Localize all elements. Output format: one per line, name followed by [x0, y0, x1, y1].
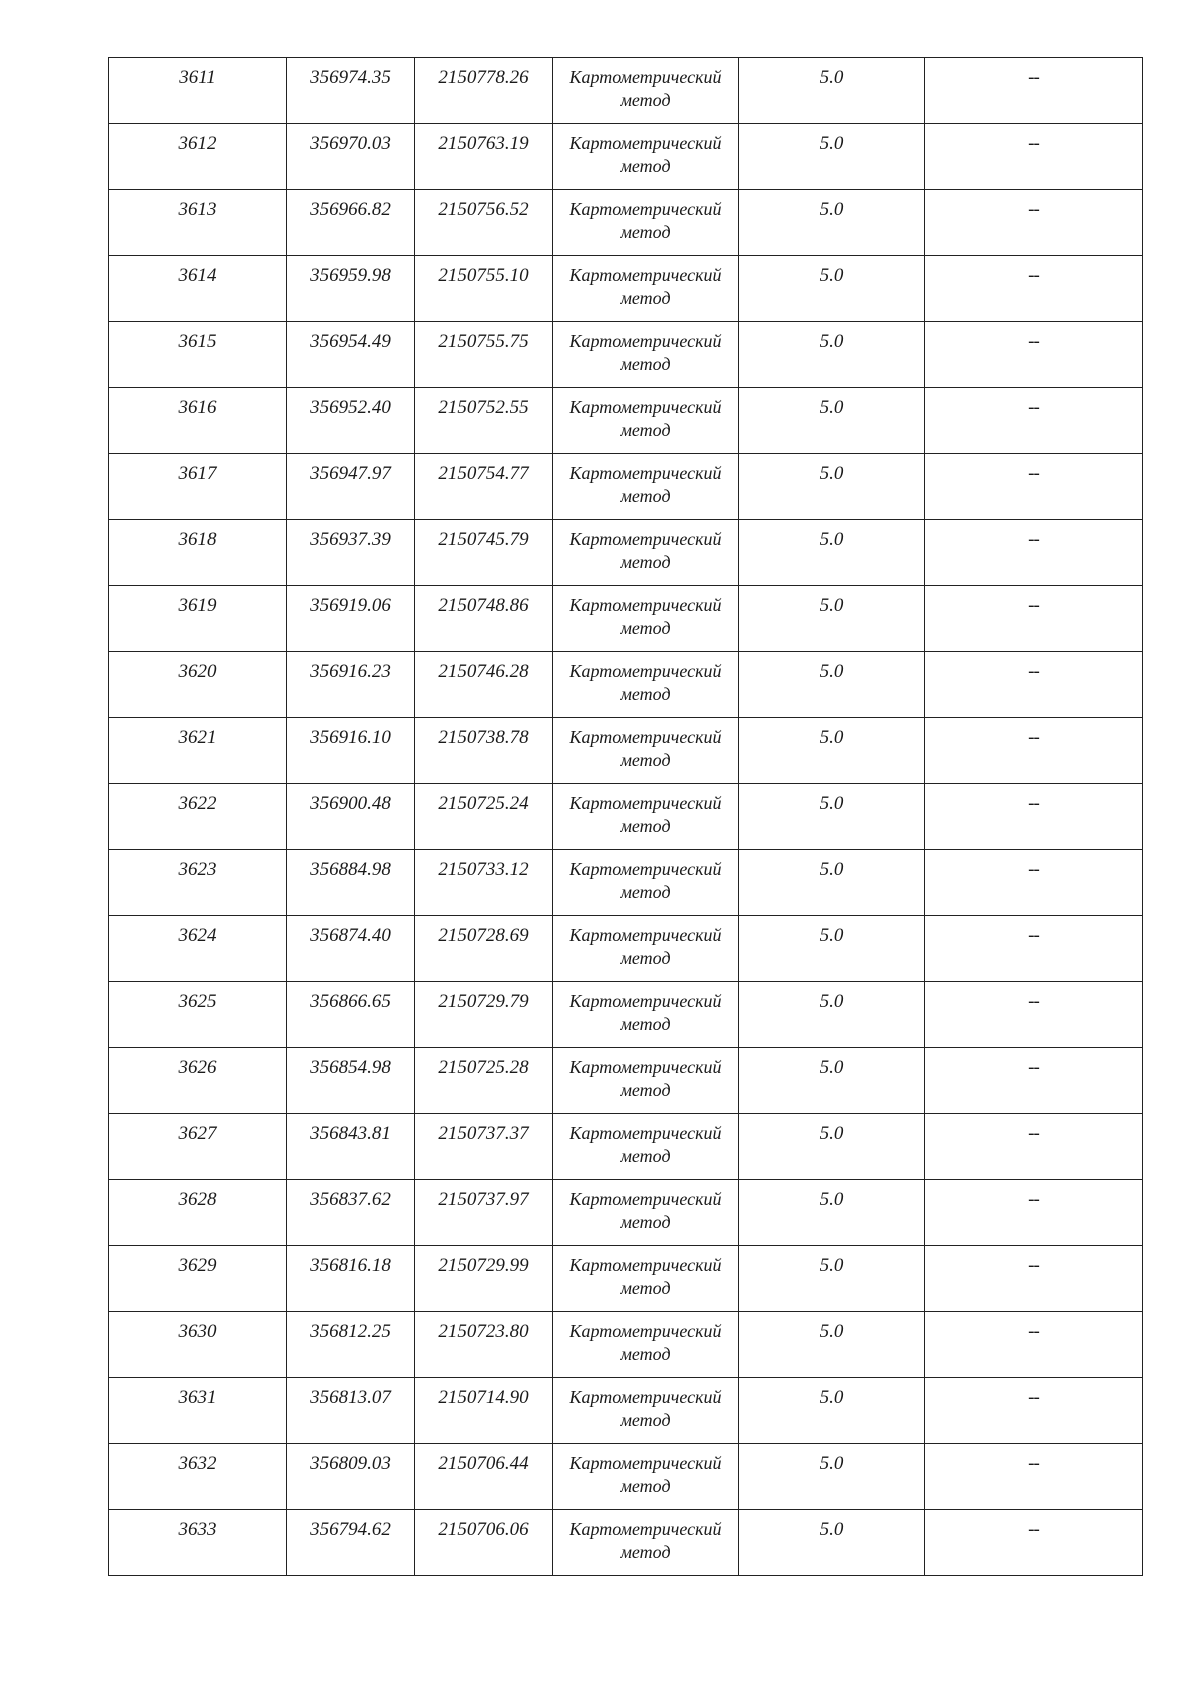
table-row [109, 322, 1143, 388]
accuracy-cell: 5.0 [739, 1246, 925, 1312]
point-number-cell: 3632 [109, 1444, 287, 1510]
note-cell: -- [925, 454, 1143, 520]
point-number-cell: 3628 [109, 1180, 287, 1246]
accuracy-cell: 5.0 [739, 1378, 925, 1444]
accuracy-cell: 5.0 [739, 1444, 925, 1510]
accuracy-cell: 5.0 [739, 190, 925, 256]
table-row [109, 190, 1143, 256]
table-row [109, 454, 1143, 520]
table-row [109, 388, 1143, 454]
method-cell: Картометрический метод [553, 1180, 739, 1246]
method-cell: Картометрический метод [553, 322, 739, 388]
table-row [109, 1312, 1143, 1378]
point-number-cell: 3627 [109, 1114, 287, 1180]
table-row [109, 520, 1143, 586]
point-number-cell: 3615 [109, 322, 287, 388]
method-cell: Картометрический метод [553, 1510, 739, 1576]
y-coordinate-cell: 2150723.80 [415, 1312, 553, 1378]
table-row [109, 784, 1143, 850]
note-cell: -- [925, 1246, 1143, 1312]
table-row [109, 58, 1143, 124]
y-coordinate-cell: 2150725.24 [415, 784, 553, 850]
x-coordinate-cell: 356919.06 [287, 586, 415, 652]
y-coordinate-cell: 2150737.97 [415, 1180, 553, 1246]
point-number-cell: 3626 [109, 1048, 287, 1114]
x-coordinate-cell: 356866.65 [287, 982, 415, 1048]
method-cell: Картометрический метод [553, 718, 739, 784]
x-coordinate-cell: 356900.48 [287, 784, 415, 850]
y-coordinate-cell: 2150745.79 [415, 520, 553, 586]
method-cell: Картометрический метод [553, 1312, 739, 1378]
point-number-cell: 3619 [109, 586, 287, 652]
accuracy-cell: 5.0 [739, 1510, 925, 1576]
x-coordinate-cell: 356812.25 [287, 1312, 415, 1378]
table-row [109, 916, 1143, 982]
table-row [109, 652, 1143, 718]
method-cell: Картометрический метод [553, 1048, 739, 1114]
x-coordinate-cell: 356794.62 [287, 1510, 415, 1576]
note-cell: -- [925, 1510, 1143, 1576]
x-coordinate-cell: 356874.40 [287, 916, 415, 982]
y-coordinate-cell: 2150733.12 [415, 850, 553, 916]
method-cell: Картометрический метод [553, 652, 739, 718]
point-number-cell: 3623 [109, 850, 287, 916]
y-coordinate-cell: 2150754.77 [415, 454, 553, 520]
x-coordinate-cell: 356916.23 [287, 652, 415, 718]
coordinates-table [108, 57, 1143, 1576]
table-row [109, 1180, 1143, 1246]
x-coordinate-cell: 356884.98 [287, 850, 415, 916]
x-coordinate-cell: 356937.39 [287, 520, 415, 586]
note-cell: -- [925, 388, 1143, 454]
note-cell: -- [925, 58, 1143, 124]
method-cell: Картометрический метод [553, 388, 739, 454]
point-number-cell: 3621 [109, 718, 287, 784]
accuracy-cell: 5.0 [739, 784, 925, 850]
y-coordinate-cell: 2150729.99 [415, 1246, 553, 1312]
x-coordinate-cell: 356854.98 [287, 1048, 415, 1114]
table-row [109, 718, 1143, 784]
table-row [109, 1114, 1143, 1180]
x-coordinate-cell: 356959.98 [287, 256, 415, 322]
coordinates-table-body [109, 58, 1143, 1576]
method-cell: Картометрический метод [553, 982, 739, 1048]
note-cell: -- [925, 850, 1143, 916]
note-cell: -- [925, 1444, 1143, 1510]
method-cell: Картометрический метод [553, 256, 739, 322]
point-number-cell: 3629 [109, 1246, 287, 1312]
x-coordinate-cell: 356947.97 [287, 454, 415, 520]
y-coordinate-cell: 2150706.06 [415, 1510, 553, 1576]
y-coordinate-cell: 2150714.90 [415, 1378, 553, 1444]
y-coordinate-cell: 2150756.52 [415, 190, 553, 256]
table-row [109, 1510, 1143, 1576]
accuracy-cell: 5.0 [739, 1048, 925, 1114]
method-cell: Картометрический метод [553, 124, 739, 190]
accuracy-cell: 5.0 [739, 520, 925, 586]
note-cell: -- [925, 1180, 1143, 1246]
y-coordinate-cell: 2150738.78 [415, 718, 553, 784]
accuracy-cell: 5.0 [739, 982, 925, 1048]
method-cell: Картометрический метод [553, 850, 739, 916]
x-coordinate-cell: 356843.81 [287, 1114, 415, 1180]
note-cell: -- [925, 718, 1143, 784]
accuracy-cell: 5.0 [739, 652, 925, 718]
accuracy-cell: 5.0 [739, 586, 925, 652]
table-row [109, 850, 1143, 916]
point-number-cell: 3614 [109, 256, 287, 322]
note-cell: -- [925, 520, 1143, 586]
accuracy-cell: 5.0 [739, 850, 925, 916]
accuracy-cell: 5.0 [739, 916, 925, 982]
point-number-cell: 3613 [109, 190, 287, 256]
x-coordinate-cell: 356970.03 [287, 124, 415, 190]
point-number-cell: 3624 [109, 916, 287, 982]
method-cell: Картометрический метод [553, 1246, 739, 1312]
table-row [109, 1444, 1143, 1510]
x-coordinate-cell: 356916.10 [287, 718, 415, 784]
table-row [109, 1246, 1143, 1312]
point-number-cell: 3617 [109, 454, 287, 520]
point-number-cell: 3630 [109, 1312, 287, 1378]
y-coordinate-cell: 2150763.19 [415, 124, 553, 190]
method-cell: Картометрический метод [553, 520, 739, 586]
note-cell: -- [925, 124, 1143, 190]
y-coordinate-cell: 2150755.10 [415, 256, 553, 322]
y-coordinate-cell: 2150755.75 [415, 322, 553, 388]
table-row [109, 256, 1143, 322]
y-coordinate-cell: 2150729.79 [415, 982, 553, 1048]
point-number-cell: 3611 [109, 58, 287, 124]
y-coordinate-cell: 2150746.28 [415, 652, 553, 718]
point-number-cell: 3631 [109, 1378, 287, 1444]
x-coordinate-cell: 356966.82 [287, 190, 415, 256]
note-cell: -- [925, 256, 1143, 322]
y-coordinate-cell: 2150752.55 [415, 388, 553, 454]
method-cell: Картометрический метод [553, 190, 739, 256]
point-number-cell: 3612 [109, 124, 287, 190]
accuracy-cell: 5.0 [739, 1180, 925, 1246]
point-number-cell: 3625 [109, 982, 287, 1048]
method-cell: Картометрический метод [553, 916, 739, 982]
point-number-cell: 3616 [109, 388, 287, 454]
y-coordinate-cell: 2150728.69 [415, 916, 553, 982]
table-row [109, 124, 1143, 190]
table-row [109, 1048, 1143, 1114]
point-number-cell: 3620 [109, 652, 287, 718]
method-cell: Картометрический метод [553, 58, 739, 124]
x-coordinate-cell: 356816.18 [287, 1246, 415, 1312]
method-cell: Картометрический метод [553, 586, 739, 652]
note-cell: -- [925, 1114, 1143, 1180]
method-cell: Картометрический метод [553, 1114, 739, 1180]
note-cell: -- [925, 916, 1143, 982]
accuracy-cell: 5.0 [739, 718, 925, 784]
note-cell: -- [925, 1378, 1143, 1444]
x-coordinate-cell: 356954.49 [287, 322, 415, 388]
table-row [109, 586, 1143, 652]
note-cell: -- [925, 190, 1143, 256]
y-coordinate-cell: 2150706.44 [415, 1444, 553, 1510]
accuracy-cell: 5.0 [739, 1312, 925, 1378]
note-cell: -- [925, 784, 1143, 850]
accuracy-cell: 5.0 [739, 388, 925, 454]
note-cell: -- [925, 1312, 1143, 1378]
accuracy-cell: 5.0 [739, 58, 925, 124]
point-number-cell: 3618 [109, 520, 287, 586]
accuracy-cell: 5.0 [739, 124, 925, 190]
note-cell: -- [925, 322, 1143, 388]
y-coordinate-cell: 2150725.28 [415, 1048, 553, 1114]
table-row [109, 1378, 1143, 1444]
note-cell: -- [925, 586, 1143, 652]
x-coordinate-cell: 356837.62 [287, 1180, 415, 1246]
x-coordinate-cell: 356952.40 [287, 388, 415, 454]
y-coordinate-cell: 2150748.86 [415, 586, 553, 652]
point-number-cell: 3633 [109, 1510, 287, 1576]
note-cell: -- [925, 982, 1143, 1048]
accuracy-cell: 5.0 [739, 256, 925, 322]
y-coordinate-cell: 2150778.26 [415, 58, 553, 124]
accuracy-cell: 5.0 [739, 1114, 925, 1180]
method-cell: Картометрический метод [553, 1378, 739, 1444]
accuracy-cell: 5.0 [739, 322, 925, 388]
accuracy-cell: 5.0 [739, 454, 925, 520]
method-cell: Картометрический метод [553, 1444, 739, 1510]
x-coordinate-cell: 356974.35 [287, 58, 415, 124]
table-row [109, 982, 1143, 1048]
method-cell: Картометрический метод [553, 784, 739, 850]
note-cell: -- [925, 1048, 1143, 1114]
x-coordinate-cell: 356809.03 [287, 1444, 415, 1510]
point-number-cell: 3622 [109, 784, 287, 850]
method-cell: Картометрический метод [553, 454, 739, 520]
x-coordinate-cell: 356813.07 [287, 1378, 415, 1444]
note-cell: -- [925, 652, 1143, 718]
y-coordinate-cell: 2150737.37 [415, 1114, 553, 1180]
